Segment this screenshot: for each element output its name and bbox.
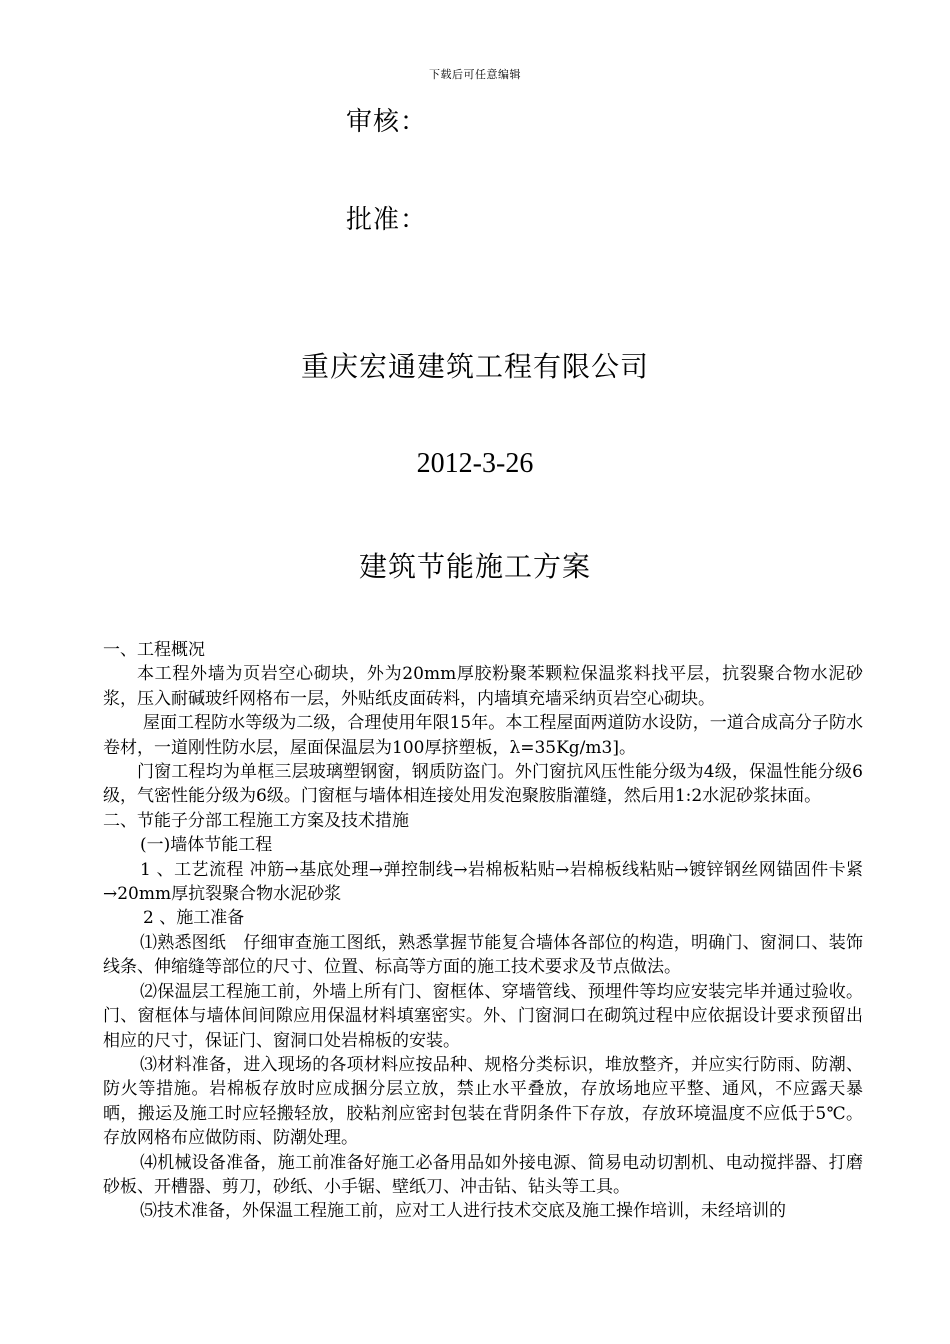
document-body (103, 638, 863, 1224)
document-date: 2012-3-26 (416, 448, 534, 479)
header-note: 下载后可任意编辑 (429, 68, 521, 81)
paragraph-process-flow: 1 、工艺流程 冲筋→基底处理→弹控制线→岩棉板粘贴→岩棉板线粘贴→镀锌钢丝网锚固件卡紧→20mm厚抗裂聚合物水泥砂浆 (103, 859, 863, 905)
section-heading-overview: 一、工程概况 (103, 640, 205, 660)
paragraph-wall: 本工程外墙为页岩空心砌块，外为20mm厚胶粉聚苯颗粒保温浆料找平层，抗裂聚合物水泥砂浆，压入耐碱玻纤网格布一层，外贴纸皮面砖料，内墙填充墙采纳页岩空心砌块。 (103, 664, 863, 709)
document-title: 建筑节能施工方案 (358, 550, 591, 583)
approve-label: 批准： (346, 205, 428, 235)
review-label: 审核： (346, 107, 428, 137)
subsection-heading-wall: (一)墙体节能工程 (140, 835, 273, 856)
paragraph-roof: 屋面工程防水等级为二级，合理使用年限15年。本工程屋面两道防水设防，一道合成高分子防水卷材，一道刚性防水层，屋面保温层为100厚挤塑板，λ=35Kg/m3]。 (103, 713, 863, 758)
paragraph-prep-insulation: ⑵保温层工程施工前，外墙上所有门、窗框体、穿墙管线、预埋件等均应安装完毕并通过验收。门、窗框体与墙体间间隙应用保温材料填塞密实。外、门窗洞口在砌筑过程中应依据设计要求预留出相应的尺寸，保证门、窗洞口处岩棉板的安装。 (103, 981, 863, 1051)
paragraph-prep-equipment: ⑷机械设备准备，施工前准备好施工必备用品如外接电源、简易电动切割机、电动搅拌器、打磨砂板、开槽器、剪刀，砂纸、小手锯、壁纸刀、冲击钻、钻头等工具。 (103, 1152, 863, 1197)
section-heading-measures: 二、节能子分部工程施工方案及技术措施 (103, 810, 409, 831)
paragraph-prep-drawings: ⑴熟悉图纸 仔细审查施工图纸，熟悉掌握节能复合墙体各部位的构造，明确门、窗洞口、装饰线条、伸缩缝等部位的尺寸、位置、标高等方面的施工技术要求及节点做法。 (103, 932, 863, 978)
company-name: 重庆宏通建筑工程有限公司 (300, 350, 649, 383)
paragraph-prep-technical: ⑸技术准备，外保温工程施工前，应对工人进行技术交底及施工操作培训，未经培训的 (140, 1201, 786, 1222)
paragraph-windows: 门窗工程均为单框三层玻璃塑钢窗，钢质防盗门。外门窗抗风压性能分级为4级，保温性能分级6级，气密性能分级为6级。门窗框与墙体相连接处用发泡聚胺脂灌缝，然后用1:2水泥砂浆抹面。 (103, 762, 863, 807)
paragraph-preparation-heading: 2 、施工准备 (143, 908, 245, 929)
paragraph-prep-materials: ⑶材料准备，进入现场的各项材料应按品种、规格分类标识，堆放整齐，并应实行防雨、防潮、防火等措施。岩棉板存放时应成捆分层立放，禁止水平叠放，存放场地应平整、通风，不应露天暴晒，搬运及施工时应轻搬轻放，胶粘剂应密封包装在背阴条件下存放，存放环境温度不应低于5℃。存放网格布应做防雨、防潮处理。 (103, 1054, 863, 1149)
